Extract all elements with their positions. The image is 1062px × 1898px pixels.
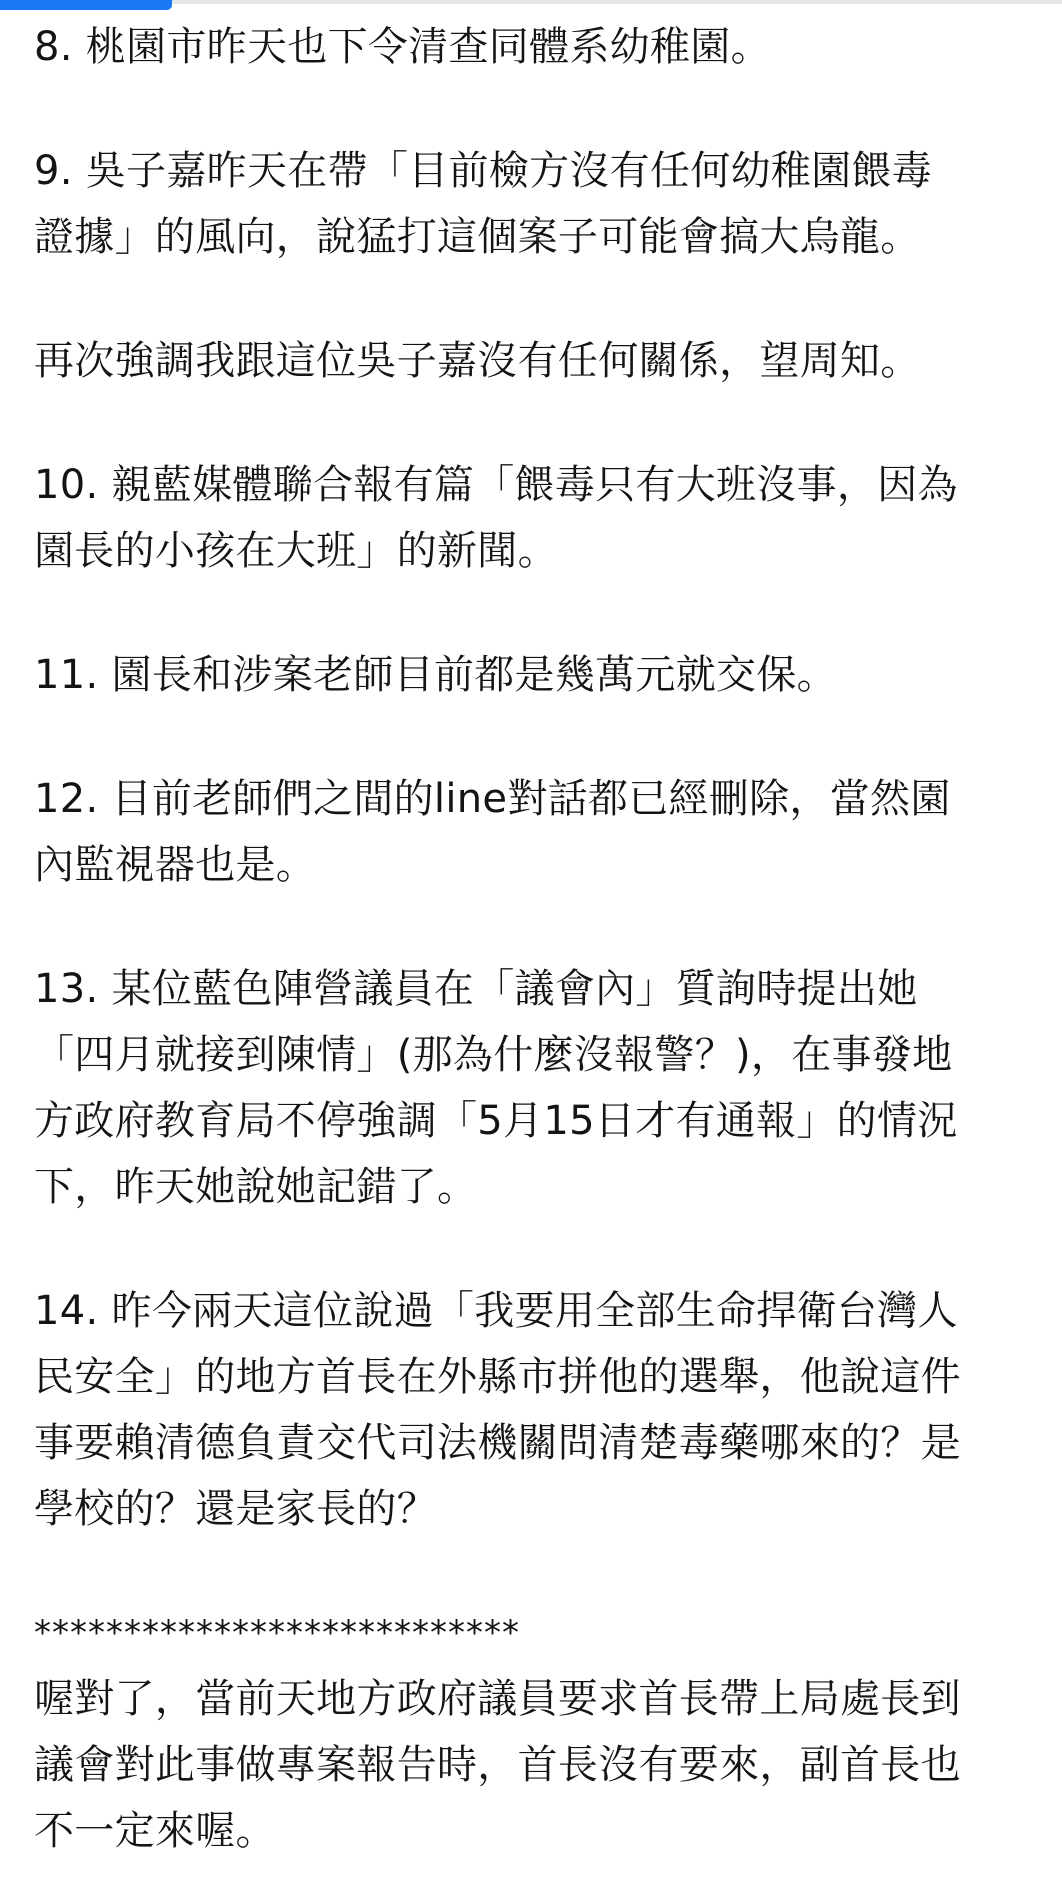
text-line: 10. 親藍媒體聯合報有篇「餵毒只有大班沒事，因為 [34, 462, 958, 508]
loading-progress-bar [0, 0, 172, 10]
text-line: 12. 目前老師們之間的line對話都已經刪除，當然園 [34, 776, 951, 822]
text-line: 喔對了，當前天地方政府議員要求首長帶上局處長到 [34, 1676, 961, 1722]
text-line: 不一定來喔。 [34, 1808, 276, 1854]
text-line: 學校的？還是家長的？ [34, 1486, 437, 1532]
text-line: 民安全」的地方首長在外縣市拼他的選舉，他說這件 [34, 1354, 961, 1400]
paragraph-item-10 [34, 452, 1044, 584]
text-line: 8. 桃園市昨天也下令清查同體系幼稚園。 [34, 24, 771, 70]
paragraph-note [34, 328, 1044, 394]
text-line: 下，昨天她說她記錯了。 [34, 1164, 478, 1210]
text-line: 事要賴清德負責交代司法機關問清楚毒藥哪來的？是 [34, 1420, 961, 1466]
text-line: 內監視器也是。 [34, 842, 317, 888]
paragraph-item-13 [34, 956, 1044, 1220]
text-line: 11. 園長和涉案老師目前都是幾萬元就交保。 [34, 652, 837, 698]
paragraph-item-12 [34, 766, 1044, 898]
paragraph-closing [34, 1600, 1044, 1864]
text-line: 「四月就接到陳情」(那為什麼沒報警？)，在事發地 [34, 1032, 953, 1078]
text-line: 13. 某位藍色陣營議員在「議會內」質詢時提出她 [34, 966, 918, 1012]
post-body [34, 14, 1044, 1864]
separator-stars: *************************** [34, 1613, 520, 1653]
text-line: 再次強調我跟這位吳子嘉沒有任何關係，望周知。 [34, 338, 921, 384]
text-line: 14. 昨今兩天這位說過「我要用全部生命捍衛台灣人 [34, 1288, 958, 1334]
paragraph-item-14 [34, 1278, 1044, 1542]
text-line: 方政府教育局不停強調「5月15日才有通報」的情況 [34, 1098, 958, 1144]
paragraph-item-11 [34, 642, 1044, 708]
text-line: 證據」的風向，說猛打這個案子可能會搞大烏龍。 [34, 214, 921, 260]
text-line: 園長的小孩在大班」的新聞。 [34, 528, 558, 574]
paragraph-item-9 [34, 138, 1044, 270]
paragraph-item-8 [34, 14, 1044, 80]
text-line: 9. 吳子嘉昨天在帶「目前檢方沒有任何幼稚園餵毒 [34, 148, 933, 194]
text-line: 議會對此事做專案報告時，首長沒有要來，副首長也 [34, 1742, 961, 1788]
